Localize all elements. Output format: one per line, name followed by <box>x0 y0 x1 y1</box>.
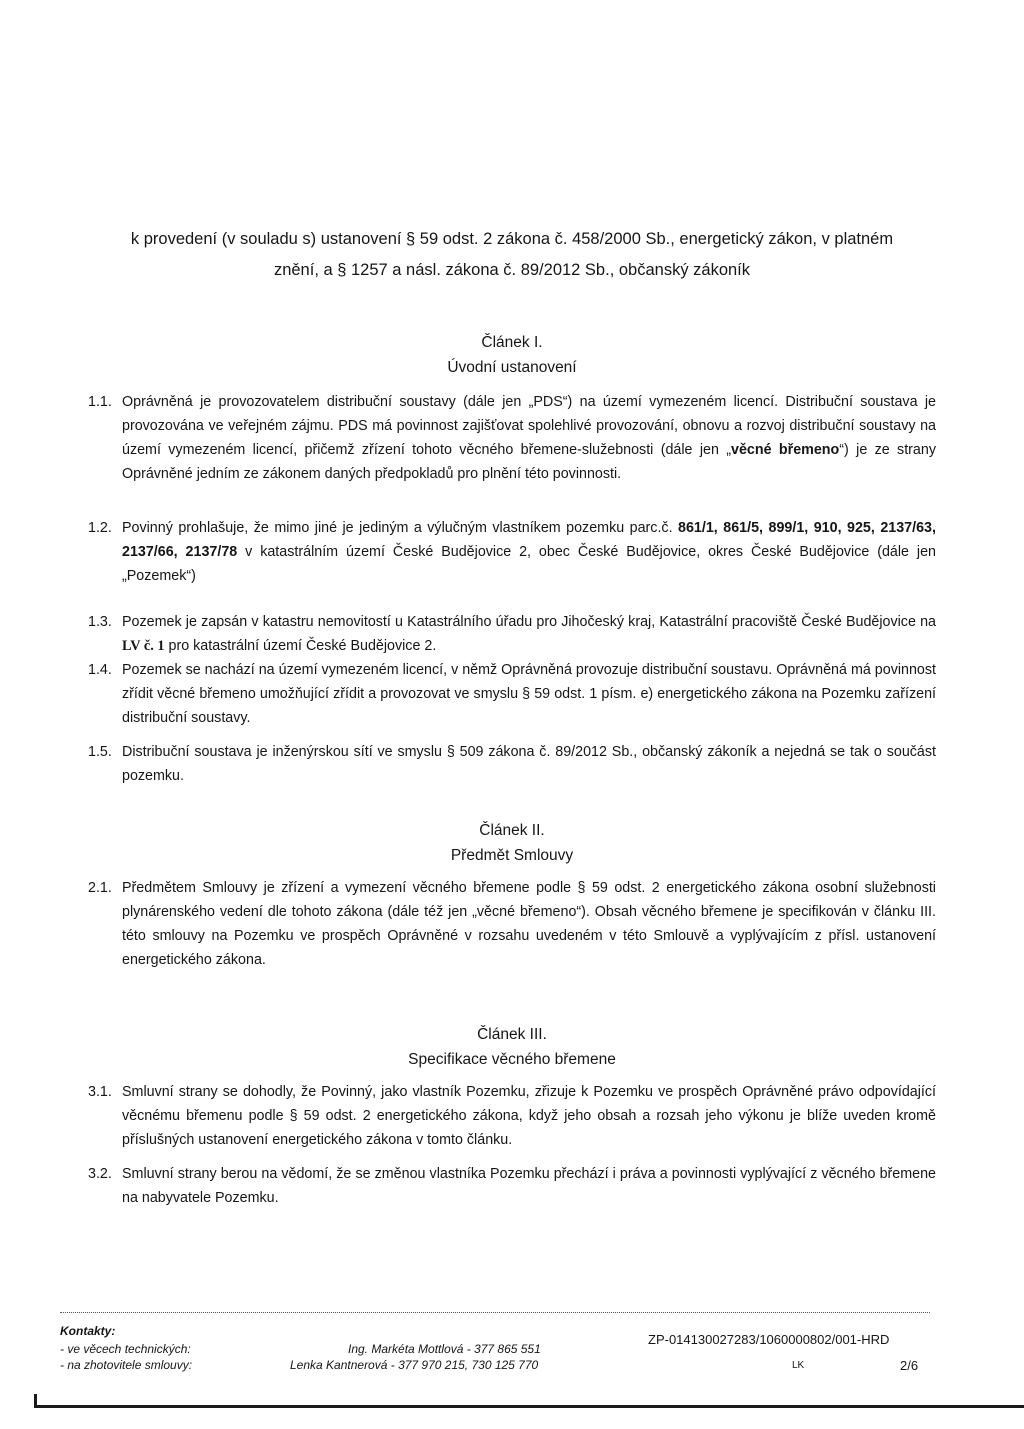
clause-1-2 <box>88 516 936 588</box>
clause-text-part: Oprávněná je provozovatelem distribuční soustavy (dále jen „PDS“) na území vymezeném licencí. Distribuční soustava je provozována ve veřejném zájmu. PDS má povinnost zajišťovat spolehlivé provozování, obnovu a rozvoj distribuční soustavy na území vymezeném licencí, přičemž zřízení tohoto věcného břemene-služebnosti (dále jen „ <box>122 394 936 458</box>
article-title: Úvodní ustanovení <box>447 359 577 376</box>
article-2-heading <box>0 818 1024 868</box>
clause-number: 1.1. <box>88 394 112 410</box>
intro-line-2: znění, a § 1257 a násl. zákona č. 89/2012 Sb., občanský zákoník <box>273 261 751 279</box>
clause-3-2 <box>88 1162 936 1210</box>
clause-number: 2.1. <box>88 880 112 896</box>
clause-text: Smluvní strany se dohodly, že Povinný, jako vlastník Pozemku, zřizuje k Pozemku ve prospěch Oprávněné právo odpovídající věcnému břemenu podle § 59 odst. 2 energetického zákona, když jeho obsah a rozsah jeho výkonu je blíže uveden kromě příslušných ustanovení energetického zákona v tomto článku. <box>122 1084 936 1148</box>
clause-text-part: Pozemek je zapsán v katastru nemovitostí u Katastrálního úřadu pro Jihočeský kraj, Katastrální pracoviště České Budějovice na <box>122 614 936 630</box>
page-number: 2/6 <box>900 1358 919 1373</box>
clause-text: Předmětem Smlouvy je zřízení a vymezení věcného břemene podle § 59 odst. 2 energetického zákona osobní služebnosti plynárenského vedení dle tohoto zákona (dále též jen „věcné břemeno“). Obsah věcného břemene je specifikován v článku III. této smlouvy na Pozemku ve prospěch Oprávněné v rozsahu uvedeném v této Smlouvě a vyplývajícím z přísl. ustanovení energetického zákona. <box>122 880 936 968</box>
intro-line-1: k provedení (v souladu s) ustanovení § 59 odst. 2 zákona č. 458/2000 Sb., energetický zákon, v platném <box>130 230 894 248</box>
clause-text-part: pro katastrální území České Budějovice 2. <box>164 638 437 654</box>
article-number: Článek II. <box>479 822 545 839</box>
clause-number: 3.1. <box>88 1084 112 1100</box>
clause-1-5 <box>88 740 936 788</box>
document-id: ZP-014130027283/1060000802/001-HRD <box>648 1332 890 1347</box>
clause-text <box>122 390 936 486</box>
article-3-heading <box>0 1022 1024 1072</box>
clause-number: 1.2. <box>88 520 112 536</box>
footer-divider <box>60 1312 930 1313</box>
article-1-heading <box>0 330 1024 380</box>
article-number: Článek I. <box>481 334 543 351</box>
clause-1-4 <box>88 658 936 730</box>
clause-2-1 <box>88 876 936 972</box>
clause-number: 1.5. <box>88 744 112 760</box>
clause-text: Pozemek se nachází na území vymezeném licencí, v němž Oprávněná provozuje distribuční soustavu. Oprávněná má povinnost zřídit věcné břemeno umožňující zřídit a provozovat ve smyslu § 59 odst. 1 písm. e) energetického zákona na Pozemku zařízení distribuční soustavy. <box>122 662 936 726</box>
clause-text-emphasis: věcné břemeno <box>731 442 840 458</box>
page-footer <box>60 1324 930 1384</box>
clause-text-part: “) je ze strany Oprávněné jedním ze zákonem daných předpokladů pro plnění této povinnosti. <box>122 442 936 482</box>
clause-text: Smluvní strany berou na vědomí, že se změnou vlastníka Pozemku přechází i práva a povinnosti vyplývající z věcného břemene na nabyvatele Pozemku. <box>122 1166 936 1206</box>
intro-text <box>60 224 964 286</box>
clause-text <box>122 610 936 658</box>
contact-role: - na zhotovitele smlouvy: <box>60 1358 193 1372</box>
clause-1-3 <box>88 610 936 658</box>
contacts-label: Kontakty: <box>60 1324 116 1338</box>
parcel-numbers: 861/1, 861/5, 899/1, 910, 925, 2137/63, 2137/66, 2137/78 <box>122 520 936 560</box>
clause-1-1 <box>88 390 936 486</box>
clause-text-part: v katastrálním území České Budějovice 2, obec České Budějovice, okres České Budějovice (dále jen „Pozemek“) <box>122 544 936 584</box>
clause-text-part: Povinný prohlašuje, že mimo jiné je jediným a výlučným vlastníkem pozemku parc.č. <box>122 520 679 536</box>
clause-3-1 <box>88 1080 936 1152</box>
article-title: Specifikace věcného břemene <box>408 1051 616 1068</box>
clause-text: Distribuční soustava je inženýrskou sítí ve smyslu § 509 zákona č. 89/2012 Sb., občanský zákoník a nejedná se tak o součást pozemku. <box>122 744 936 784</box>
contact-person: Lenka Kantnerová - 377 970 215, 730 125 770 <box>290 1358 539 1372</box>
contact-role: - ve věcech technických: <box>60 1342 191 1356</box>
clause-number: 1.4. <box>88 662 112 678</box>
article-title: Předmět Smlouvy <box>450 847 574 864</box>
article-number: Článek III. <box>477 1026 547 1043</box>
clause-number: 3.2. <box>88 1166 112 1182</box>
contact-person: Ing. Markéta Mottlová - 377 865 551 <box>348 1342 541 1356</box>
author-initials: LK <box>792 1360 805 1371</box>
scan-bottom-bar <box>34 1405 1024 1408</box>
clause-text <box>122 516 936 588</box>
lv-number: LV č. 1 <box>122 638 165 654</box>
clause-number: 1.3. <box>88 614 112 630</box>
